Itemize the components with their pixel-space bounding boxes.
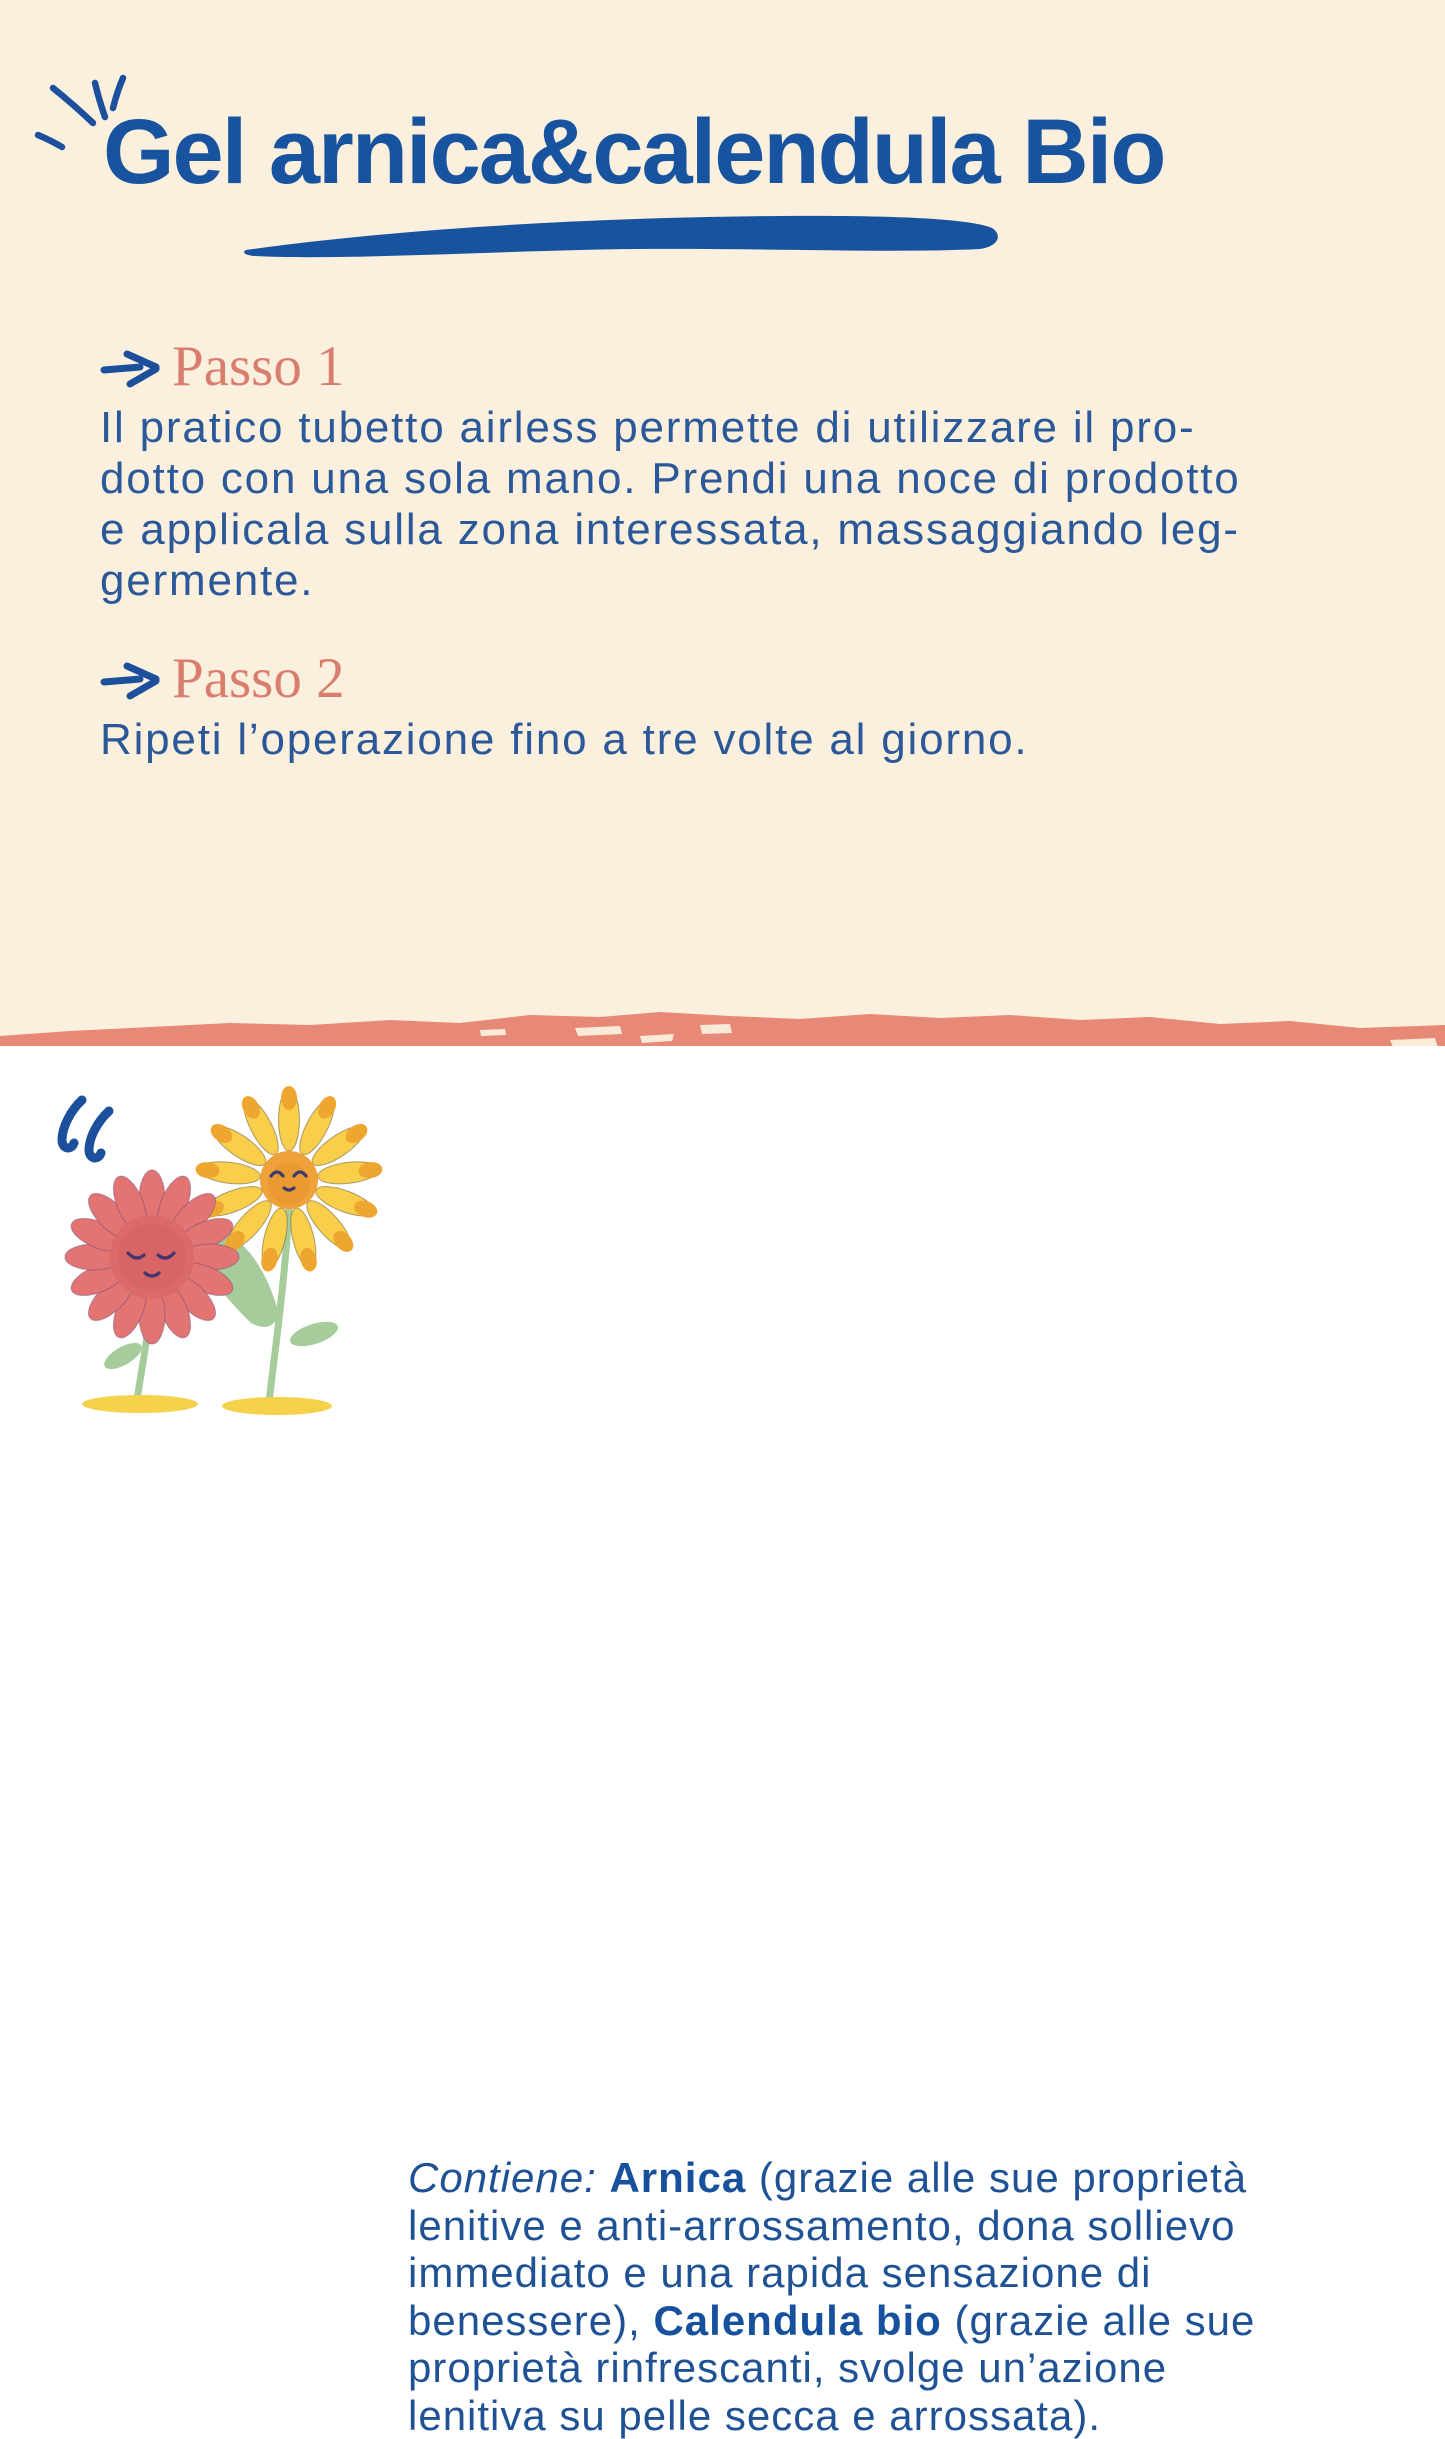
- arnica-calendula-flowers-illustration: [25, 1082, 410, 1445]
- hand-drawn-arrow-icon: [100, 346, 162, 392]
- text-line: dotto con una sola mano. Prendi una noce di prodotto: [100, 453, 1241, 504]
- ground-patches: [82, 1395, 332, 1415]
- text-line: lenitive e anti-arrossamento, dona sollievo: [408, 2202, 1398, 2250]
- text-line: proprietà rinfrescanti, svolge un’azione: [408, 2344, 1398, 2392]
- step-2-header: [100, 648, 1028, 710]
- text-line: immediato e una rapida sensazione di: [408, 2249, 1398, 2297]
- product-title: Gel arnica&calendula Bio: [103, 96, 1403, 208]
- step-1-text: [100, 402, 1241, 606]
- double-quote-icon: [62, 1100, 109, 1158]
- text-line: Contiene: Arnica (grazie alle sue proprietà: [408, 2154, 1398, 2202]
- step-1-header: [100, 336, 1241, 398]
- ingredient-calendula: Calendula bio: [653, 2297, 941, 2344]
- step-2: [100, 648, 1028, 765]
- arnica-flower: [65, 1170, 239, 1344]
- brush-underline-stroke: [240, 208, 1010, 263]
- text-line: Ripeti l’operazione fino a tre volte al giorno.: [100, 714, 1028, 765]
- usage-instructions-section: [0, 0, 1445, 1046]
- ingredients-text: [408, 2154, 1398, 2439]
- text-line: e applicala sulla zona interessata, massaggiando leg-: [100, 504, 1241, 555]
- step-2-text: [100, 714, 1028, 765]
- text-line: Il pratico tubetto airless permette di utilizzare il pro-: [100, 402, 1241, 453]
- step-heading: Passo 2: [172, 649, 345, 709]
- ingredient-arnica: Arnica: [609, 2154, 746, 2201]
- contains-label: Contiene:: [408, 2154, 597, 2201]
- text-line: lenitiva su pelle secca e arrossata).: [408, 2392, 1398, 2439]
- step-1: [100, 336, 1241, 606]
- hand-drawn-arrow-icon: [100, 658, 162, 704]
- text-line: benessere), Calendula bio (grazie alle sue: [408, 2297, 1398, 2345]
- step-heading: Passo 1: [172, 337, 345, 397]
- text-line: germente.: [100, 555, 1241, 606]
